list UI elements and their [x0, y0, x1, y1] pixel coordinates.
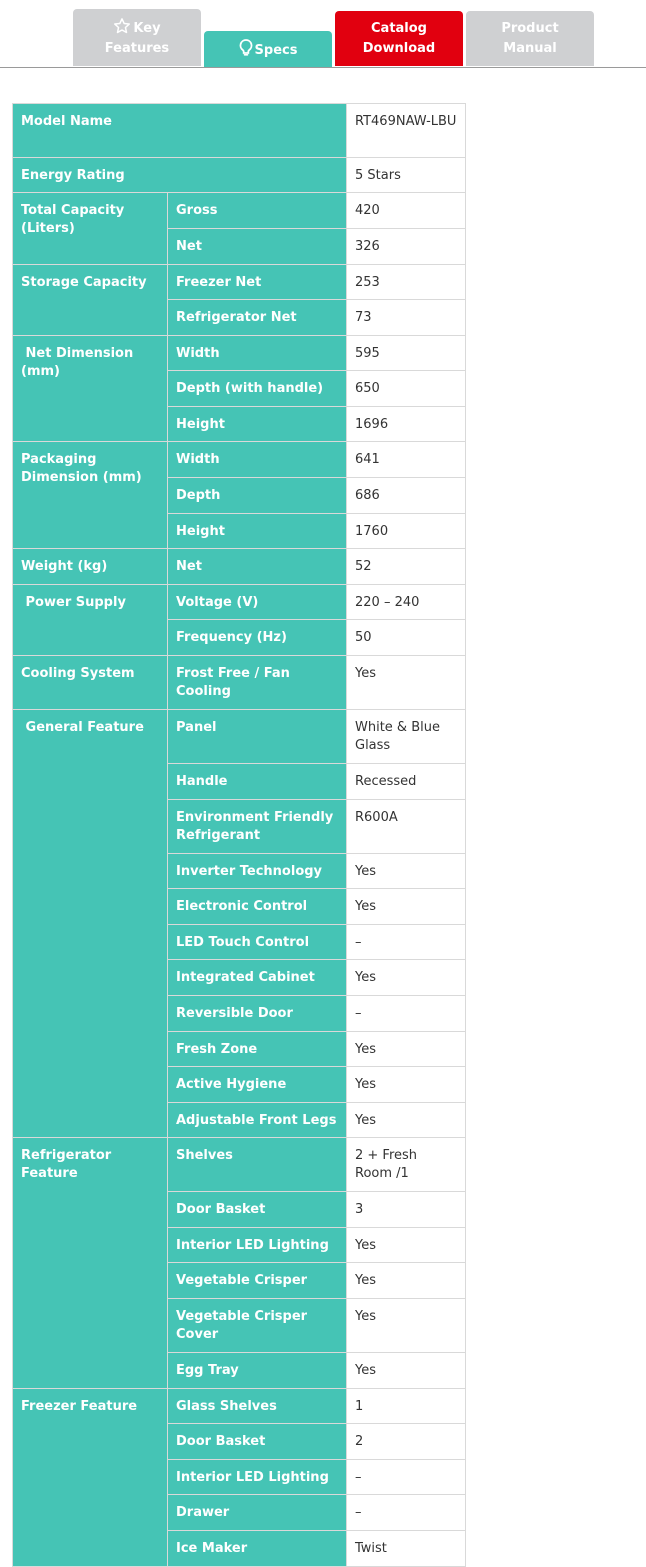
spec-value: –: [347, 1495, 466, 1531]
spec-value: Yes: [347, 1353, 466, 1389]
spec-label: Handle: [168, 764, 347, 800]
spec-label: Environment Friendly Refrigerant: [168, 800, 347, 854]
spec-value: Recessed: [347, 764, 466, 800]
spec-label: Frost Free / Fan Cooling: [168, 656, 347, 710]
spec-group-label: Freezer Feature: [13, 1389, 168, 1567]
table-row: [13, 104, 466, 158]
spec-label: Shelves: [168, 1138, 347, 1192]
spec-value: 253: [347, 265, 466, 300]
tab-key-features-line1: [73, 17, 201, 39]
spec-value: 5 Stars: [347, 158, 466, 193]
spec-value: Yes: [347, 656, 466, 710]
table-row: [13, 336, 466, 371]
spec-label: Width: [168, 442, 347, 478]
spec-label: Active Hygiene: [168, 1067, 347, 1103]
spec-label: LED Touch Control: [168, 925, 347, 960]
spec-label: Gross: [168, 193, 347, 229]
spec-label: Interior LED Lighting: [168, 1460, 347, 1495]
table-row: [13, 656, 466, 710]
spec-value: 50: [347, 620, 466, 656]
spec-value: 641: [347, 442, 466, 478]
table-row: [13, 265, 466, 300]
spec-label: Vegetable Crisper Cover: [168, 1299, 347, 1353]
spec-label: Adjustable Front Legs: [168, 1103, 347, 1138]
spec-value: Yes: [347, 1299, 466, 1353]
spec-value: 326: [347, 229, 466, 265]
spec-group-label: Power Supply: [13, 585, 168, 656]
table-row: [13, 710, 466, 764]
spec-label: Frequency (Hz): [168, 620, 347, 656]
spec-label: Door Basket: [168, 1424, 347, 1460]
tab-catalog-label2: Download: [362, 41, 436, 56]
spec-value: Yes: [347, 960, 466, 996]
spec-label: Reversible Door: [168, 996, 347, 1032]
spec-label: Interior LED Lighting: [168, 1228, 347, 1263]
spec-value: Yes: [347, 1263, 466, 1299]
spec-value: –: [347, 1460, 466, 1495]
tab-specs-label: Specs: [254, 43, 298, 58]
spec-group-label: Storage Capacity: [13, 265, 168, 336]
spec-label: Door Basket: [168, 1192, 347, 1228]
spec-label: Net: [168, 229, 347, 265]
spec-label: Panel: [168, 710, 347, 764]
spec-label: Vegetable Crisper: [168, 1263, 347, 1299]
specs-table: [12, 103, 466, 1567]
spec-group-label: Energy Rating: [13, 158, 347, 193]
table-row: [13, 158, 466, 193]
tab-manual-label2: Manual: [503, 41, 557, 56]
spec-value: –: [347, 925, 466, 960]
table-row: [13, 193, 466, 229]
spec-value: 73: [347, 300, 466, 336]
table-row: [13, 442, 466, 478]
spec-value: Twist: [347, 1531, 466, 1567]
lightbulb-icon: [239, 39, 253, 57]
spec-label: Height: [168, 514, 347, 549]
tab-specs[interactable]: [204, 31, 332, 68]
spec-label: Ice Maker: [168, 1531, 347, 1567]
spec-group-label: Refrigerator Feature: [13, 1138, 168, 1389]
tab-key-features-label2: Features: [104, 41, 170, 56]
table-row: [13, 1389, 466, 1424]
spec-label: Height: [168, 407, 347, 442]
spec-value: 2: [347, 1424, 466, 1460]
star-icon: [113, 17, 131, 35]
tab-catalog-label1: Catalog: [371, 21, 427, 36]
spec-value: 220 – 240: [347, 585, 466, 620]
spec-label: Fresh Zone: [168, 1032, 347, 1067]
table-row: [13, 585, 466, 620]
spec-value: Yes: [347, 854, 466, 889]
spec-group-label: Packaging Dimension (mm): [13, 442, 168, 549]
spec-label: Width: [168, 336, 347, 371]
spec-value: Yes: [347, 1067, 466, 1103]
spec-value: 52: [347, 549, 466, 585]
tab-catalog-download[interactable]: [335, 11, 463, 66]
spec-value: 1760: [347, 514, 466, 549]
spec-value: RT469NAW-LBU: [347, 104, 466, 158]
table-row: [13, 549, 466, 585]
spec-value: R600A: [347, 800, 466, 854]
spec-value: 1: [347, 1389, 466, 1424]
spec-label: Glass Shelves: [168, 1389, 347, 1424]
spec-group-label: Net Dimension (mm): [13, 336, 168, 442]
spec-group-label: Total Capacity (Liters): [13, 193, 168, 265]
tab-divider: [0, 67, 646, 68]
spec-value: 2 + Fresh Room /1: [347, 1138, 466, 1192]
tab-product-manual[interactable]: [466, 11, 594, 66]
spec-group-label: Weight (kg): [13, 549, 168, 585]
spec-label: Drawer: [168, 1495, 347, 1531]
spec-value: Yes: [347, 1103, 466, 1138]
spec-value: 3: [347, 1192, 466, 1228]
spec-label: Inverter Technology: [168, 854, 347, 889]
spec-value: 686: [347, 478, 466, 514]
spec-label: Egg Tray: [168, 1353, 347, 1389]
tab-key-features[interactable]: [73, 9, 201, 66]
spec-label: Integrated Cabinet: [168, 960, 347, 996]
spec-label: Refrigerator Net: [168, 300, 347, 336]
tab-bar: [0, 0, 646, 68]
spec-group-label: Cooling System: [13, 656, 168, 710]
spec-value: Yes: [347, 1032, 466, 1067]
spec-group-label: General Feature: [13, 710, 168, 1138]
tab-manual-label1: Product: [501, 21, 559, 36]
spec-value: 650: [347, 371, 466, 407]
table-row: [13, 1138, 466, 1192]
spec-label: Freezer Net: [168, 265, 347, 300]
spec-value: White & Blue Glass: [347, 710, 466, 764]
spec-value: Yes: [347, 889, 466, 925]
spec-label: Net: [168, 549, 347, 585]
spec-label: Voltage (V): [168, 585, 347, 620]
spec-value: Yes: [347, 1228, 466, 1263]
spec-group-label: Model Name: [13, 104, 347, 158]
spec-label: Electronic Control: [168, 889, 347, 925]
spec-value: –: [347, 996, 466, 1032]
spec-value: 420: [347, 193, 466, 229]
spec-label: Depth (with handle): [168, 371, 347, 407]
spec-value: 1696: [347, 407, 466, 442]
spec-label: Depth: [168, 478, 347, 514]
tab-key-features-label1: Key: [133, 21, 161, 36]
spec-value: 595: [347, 336, 466, 371]
